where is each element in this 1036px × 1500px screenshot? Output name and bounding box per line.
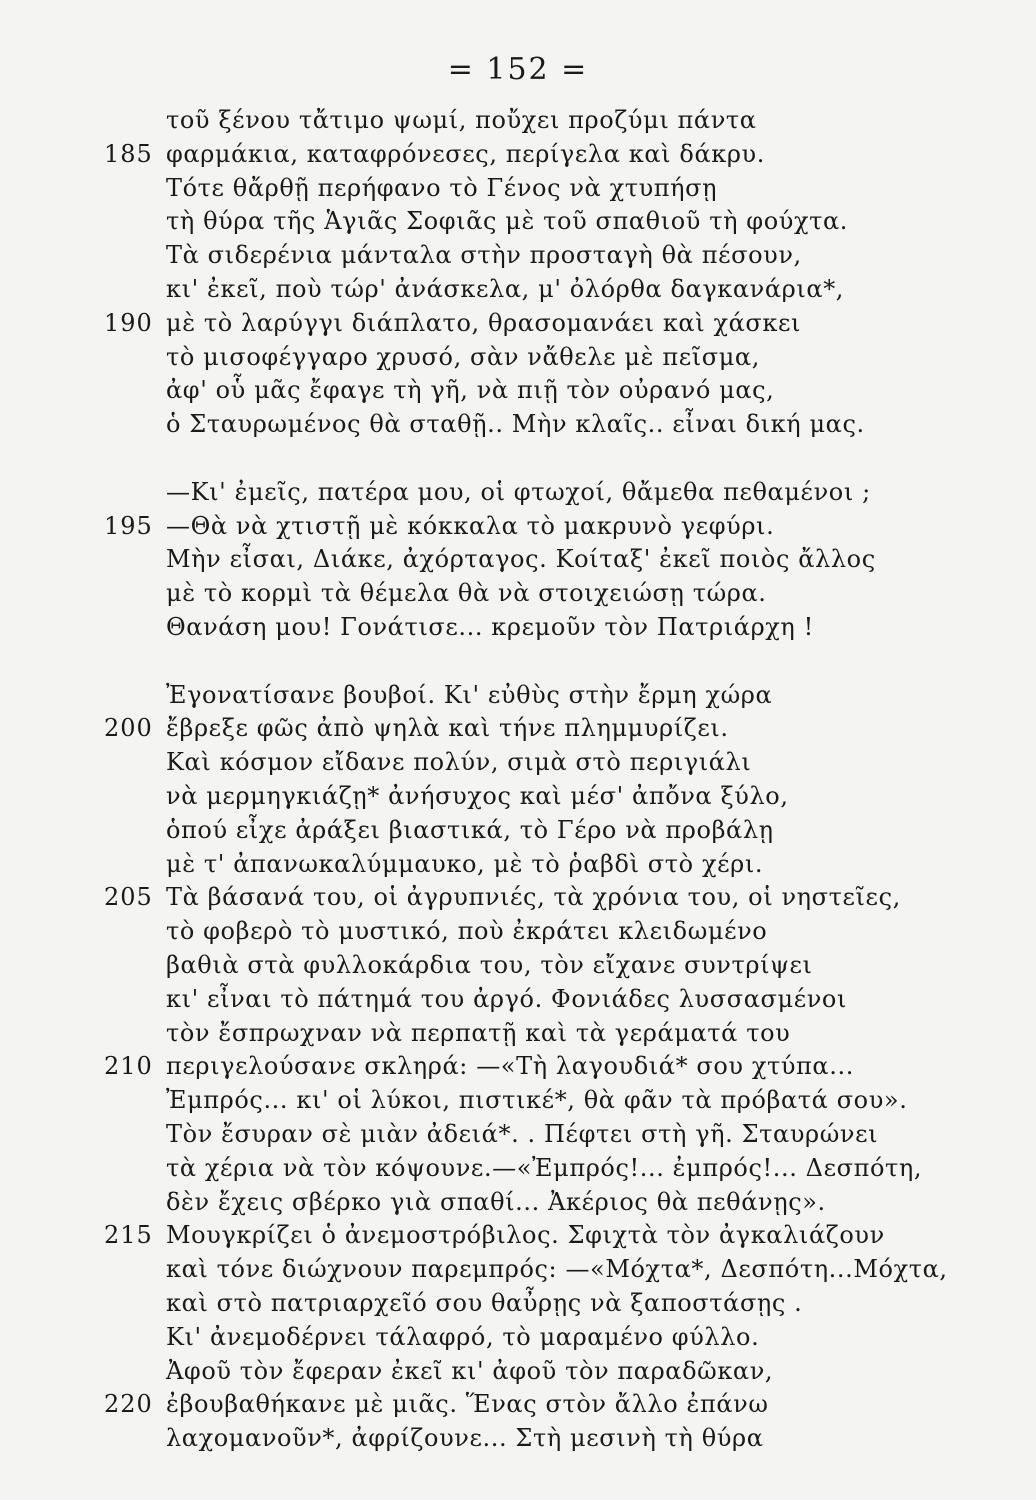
line-text: Τὰ βάσανά του, οἱ ἀγρυπνιές, τὰ χρόνια του, οἱ νηστεῖες, (166, 883, 901, 912)
poem-line (0, 307, 1036, 343)
poem-line (0, 780, 1036, 816)
line-text: βαθιὰ στὰ φυλλοκάρδια του, τὸν εἴχανε συντρίψει (166, 951, 813, 979)
poem-line (0, 1388, 1036, 1424)
poem-line (0, 1355, 1036, 1391)
line-text: Ἐμπρός... κι' οἱ λύκοι, πιστικέ*, θὰ φᾶν τὰ πρόβατά σου». (166, 1086, 908, 1115)
poem-line (0, 1287, 1036, 1323)
poem-line (0, 543, 1036, 579)
poem-line (0, 1253, 1036, 1289)
line-number: 210 (104, 1052, 153, 1081)
poem-line (0, 949, 1036, 985)
line-text: τοῦ ξένου τἄτιμο ψωμί, ποὔχει προζύμι πάντα (166, 106, 757, 134)
line-text: τὸ μισοφέγγαρο χρυσό, σὰν νἄθελε μὲ πεῖσμα, (166, 342, 760, 371)
line-text: ἀφ' οὗ μᾶς ἔφαγε τὴ γῆ, νὰ πιῇ τὸν οὐρανό μας, (166, 376, 775, 405)
line-text: ὁ Σταυρωμένος θὰ σταθῇ.. Μὴν κλαῖς.. εἶναι δική μας. (166, 410, 865, 439)
poem-line (0, 374, 1036, 410)
line-text: φαρμάκια, καταφρόνεσες, περίγελα καὶ δάκρυ. (166, 139, 765, 168)
line-text: —Κι' ἐμεῖς, πατέρα μου, οἱ φτωχοί, θἄμεθα πεθαμένοι ; (166, 477, 871, 506)
poem-line (0, 138, 1036, 174)
poem-line (0, 983, 1036, 1019)
line-text: μὲ τὸ λαρύγγι διάπλατο, θρασομανάει καὶ χάσκει (166, 308, 802, 337)
line-text: νὰ μερμηγκιάζῃ* ἀνήσυχος καὶ μέσ' ἀπὄνα ξύλο, (166, 782, 789, 810)
poem-line (0, 1321, 1036, 1357)
line-text: κι' εἶναι τὸ πάτημά του ἀργό. Φονιάδες λυσσασμένοι (166, 984, 847, 1013)
poem-line (0, 881, 1036, 917)
line-text: —Θὰ νὰ χτιστῇ μὲ κόκκαλα τὸ μακρυνὸ γεφύρι. (166, 511, 775, 540)
poem-line (0, 273, 1036, 309)
line-number: 190 (104, 308, 153, 337)
line-text: Μουγκρίζει ὁ ἀνεμοστρόβιλος. Σφιχτὰ τὸν ἀγκαλιάζουν (166, 1221, 885, 1250)
poem-line (0, 712, 1036, 748)
line-text: τὴ θύρα τῆς Ἁγιᾶς Σοφιᾶς μὲ τοῦ σπαθιοῦ τὴ φούχτα. (166, 207, 848, 236)
line-text: Τὸν ἔσυραν σὲ μιὰν ἀδειά*. . Πέφτει στὴ γῆ. Σταυρώνει (166, 1120, 879, 1148)
line-text: περιγελούσανε σκληρά: —«Τὴ λαγουδιά* σου χτύπα... (166, 1052, 854, 1081)
poem-line (0, 746, 1036, 782)
line-text: καὶ τόνε διώχνουν παρεμπρός: —«Μόχτα*, Δεσπότη...Μόχτα, (166, 1255, 948, 1284)
line-text: τὰ χέρια νὰ τὸν κόψουνε.—«Ἐμπρός!... ἐμπρός!... Δεσπότη, (166, 1153, 923, 1182)
line-text: δὲν ἔχεις σβέρκο γιὰ σπαθί... Ἀκέριος θὰ πεθάνῃς». (166, 1187, 826, 1216)
line-number: 195 (104, 511, 153, 540)
poem-line (0, 1050, 1036, 1086)
line-text: ἔβρεξε φῶς ἀπὸ ψηλὰ καὶ τήνε πλημμυρίζει. (166, 714, 729, 743)
line-text: Τὰ σιδερένια μάνταλα στὴν προσταγὴ θὰ πέσουν, (166, 241, 802, 270)
line-text: Τότε θἄρθῇ περήφανο τὸ Γένος νὰ χτυπήσῃ (166, 173, 718, 202)
poem-line (0, 510, 1036, 546)
line-text: ὁπού εἶχε ἀράξει βιαστικά, τὸ Γέρο νὰ προβάλῃ (166, 815, 774, 844)
line-text: μὲ τὸ κορμὶ τὰ θέμελα θὰ νὰ στοιχειώσῃ τώρα. (166, 579, 767, 608)
poem-line (0, 205, 1036, 241)
poem-line (0, 172, 1036, 208)
poem-line (0, 104, 1036, 140)
line-text: Μὴν εἶσαι, Διάκε, ἀχόρταγος. Κοίταξ' ἐκεῖ ποιὸς ἄλλος (166, 545, 876, 574)
poem-line (0, 1118, 1036, 1154)
poem-line (0, 645, 1036, 681)
page-number: = 152 = (447, 52, 589, 87)
poem-line (0, 476, 1036, 512)
poem-line (0, 814, 1036, 850)
poem-line (0, 1017, 1036, 1053)
line-number: 185 (104, 139, 153, 168)
line-text: Καὶ κόσμον εἴδανε πολύν, σιμὰ στὸ περιγιάλι (166, 748, 752, 777)
poem-line (0, 679, 1036, 715)
line-text: Κι' ἀνεμοδέρνει τάλαφρό, τὸ μαραμένο φύλλο. (166, 1322, 760, 1351)
line-text: Ἐγονατίσανε βουβοί. Κι' εὐθὺς στὴν ἔρμη χώρα (166, 680, 773, 709)
line-text: τὸν ἔσπρωχναν νὰ περπατῇ καὶ τὰ γεράματά του (166, 1018, 791, 1047)
poem-line (0, 1186, 1036, 1222)
poem-line (0, 1152, 1036, 1188)
poem-line (0, 341, 1036, 377)
poem-line (0, 1084, 1036, 1120)
line-text: τὸ φοβερὸ τὸ μυστικό, ποὺ ἐκράτει κλειδωμένο (166, 917, 768, 946)
poem-line (0, 848, 1036, 884)
poem-line (0, 1422, 1036, 1458)
line-number: 220 (104, 1390, 153, 1419)
line-text: λαχομανοῦν*, ἀφρίζουνε... Στὴ μεσινὴ τὴ θύρα (166, 1424, 764, 1453)
line-number: 200 (104, 714, 153, 743)
line-text: καὶ στὸ πατριαρχεῖό σου θαὖρῃς νὰ ξαποστάσῃς . (166, 1289, 803, 1317)
line-text: μὲ τ' ἀπανωκαλύμμαυκο, μὲ τὸ ῥαβδὶ στὸ χέρι. (166, 849, 764, 878)
poem-line (0, 577, 1036, 613)
line-number: 215 (104, 1221, 153, 1250)
poem-line (0, 915, 1036, 951)
line-text: Ἀφοῦ τὸν ἔφεραν ἐκεῖ κι' ἀφοῦ τὸν παραδῶκαν, (166, 1356, 774, 1385)
line-text: ἐβουβαθήκανε μὲ μιᾶς. Ἕνας στὸν ἄλλο ἐπάνω (166, 1390, 769, 1419)
poem-line (0, 239, 1036, 275)
line-text: κι' ἐκεῖ, ποὺ τώρ' ἀνάσκελα, μ' ὀλόρθα δαγκανάρια*, (166, 275, 845, 303)
line-text: Θανάση μου! Γονάτισε... κρεμοῦν τὸν Πατριάρχη ! (166, 613, 814, 641)
poem-line (0, 442, 1036, 478)
poem-line (0, 611, 1036, 647)
poem-line (0, 1219, 1036, 1255)
line-number: 205 (104, 883, 153, 912)
poem-line (0, 408, 1036, 444)
